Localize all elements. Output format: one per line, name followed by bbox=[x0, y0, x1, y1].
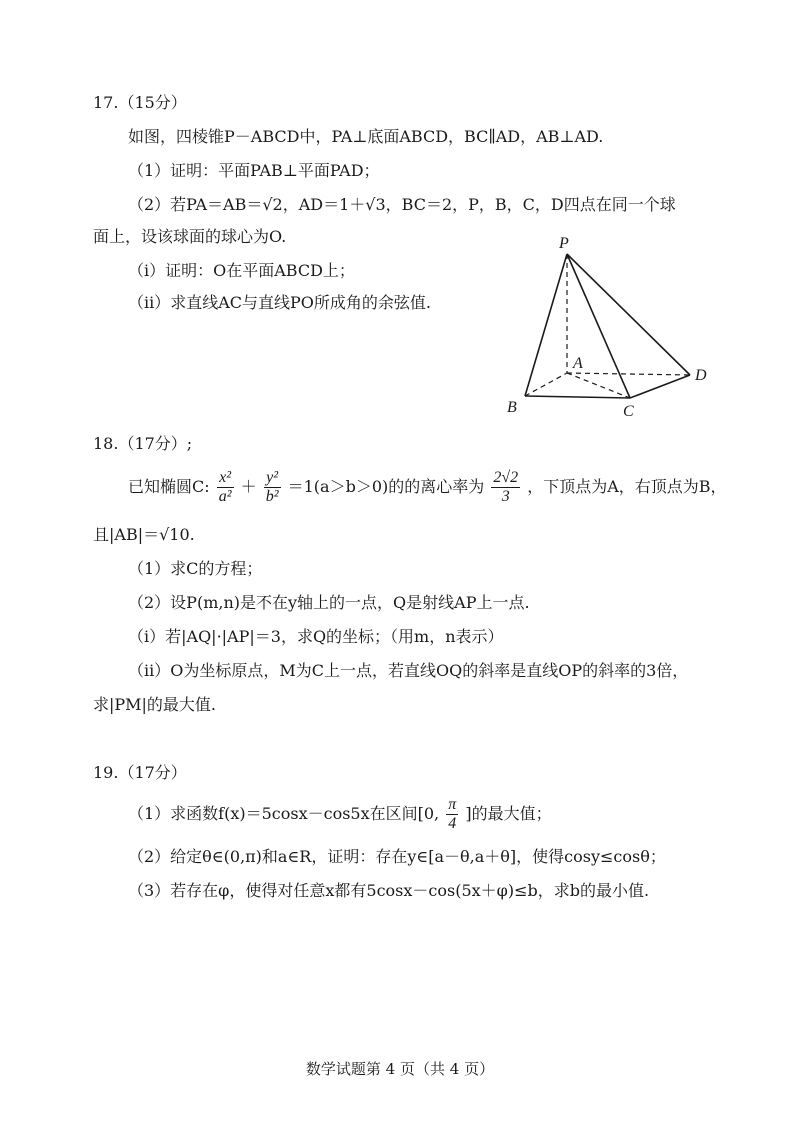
label-c: C bbox=[623, 403, 634, 420]
q19-part1 bbox=[128, 794, 552, 834]
q19-fraction-pi4 bbox=[446, 796, 458, 833]
q19-part1-pre: （1）求函数f(x)＝5cosx－cos5x在区间[0, bbox=[128, 804, 440, 823]
q17-heading: 17.（15分） bbox=[93, 93, 187, 112]
q18-fraction-y bbox=[264, 469, 281, 506]
q18-part2-ii-line1: （ⅱ）O为坐标原点，M为C上一点，若直线OQ的斜率是直线OP的斜率的3倍， bbox=[128, 661, 689, 680]
q18-fraction-x-num: x² bbox=[217, 469, 234, 488]
q18-stem-post: ，下顶点为A，右顶点为B， bbox=[527, 477, 727, 496]
q18-part1: （1）求C的方程； bbox=[128, 559, 263, 578]
q19-fraction-num: π bbox=[448, 796, 457, 813]
label-d: D bbox=[695, 367, 707, 384]
q18-part2-ii-line2: 求|PM|的最大值. bbox=[93, 695, 217, 714]
q18-stem-mid: ＝1(a＞b＞0)的的离心率为 bbox=[287, 477, 485, 496]
q17-part2-line1: （2）若PA＝AB＝√2，AD＝1＋√3，BC＝2，P，B，C，D四点在同一个球 bbox=[128, 195, 676, 214]
q18-fraction-x-den: a² bbox=[218, 488, 232, 505]
q19-part3: （3）若存在φ，使得对任意x都有5cosx－cos(5x＋φ)≤b，求b的最小值. bbox=[128, 881, 650, 900]
edge-pb bbox=[525, 254, 567, 396]
q17-stem: 如图，四棱锥P－ABCD中，PA⊥底面ABCD，BC∥AD，AB⊥AD. bbox=[128, 127, 604, 146]
q18-heading: 18.（17分）; bbox=[93, 434, 193, 453]
q18-part2-i: （ⅰ）若|AQ|·|AP|＝3，求Q的坐标；（用m，n表示） bbox=[128, 627, 504, 646]
q18-stem-line2: 且|AB|＝√10. bbox=[93, 525, 195, 544]
q18-eccentricity-num: 2√2 bbox=[493, 469, 519, 486]
edge-bc bbox=[525, 396, 630, 398]
q18-eccentricity bbox=[491, 469, 520, 506]
q18-stem-pre: 已知椭圆C: bbox=[128, 477, 210, 496]
q19-part1-post: ]的最大值； bbox=[465, 804, 552, 823]
q18-eccentricity-den: 3 bbox=[501, 488, 510, 505]
pyramid-figure bbox=[495, 228, 725, 423]
label-p: P bbox=[559, 235, 569, 252]
edge-pd bbox=[567, 254, 690, 375]
edge-cd bbox=[630, 375, 690, 398]
label-a: A bbox=[573, 355, 583, 372]
q19-fraction-den: 4 bbox=[448, 815, 457, 832]
q19-heading: 19.（17分） bbox=[93, 763, 187, 782]
q17-part1: （1）证明：平面PAB⊥平面PAD； bbox=[128, 161, 380, 180]
q17-part2-line2: 面上，设该球面的球心为O. bbox=[93, 227, 287, 246]
q18-stem bbox=[128, 467, 727, 507]
q18-fraction-x bbox=[217, 469, 234, 506]
edge-ad bbox=[567, 373, 690, 375]
page-footer: 数学试题第 4 页（共 4 页） bbox=[305, 1060, 495, 1078]
q17-part2-i: （ⅰ）证明：O在平面ABCD上； bbox=[128, 261, 355, 280]
q18-part2: （2）设P(m,n)是不在y轴上的一点，Q是射线AP上一点. bbox=[128, 593, 530, 612]
q17-part2-ii: （ⅱ）求直线AC与直线PO所成角的余弦值. bbox=[128, 293, 432, 312]
label-b: B bbox=[507, 399, 517, 416]
q18-fraction-y-den: b² bbox=[265, 488, 279, 505]
q19-part2: （2）给定θ∈(0,π)和a∈R，证明：存在y∈[a－θ,a＋θ]，使得cosy≤cosθ； bbox=[128, 847, 666, 866]
q18-plus: ＋ bbox=[240, 477, 257, 496]
q18-fraction-y-num: y² bbox=[264, 469, 281, 488]
